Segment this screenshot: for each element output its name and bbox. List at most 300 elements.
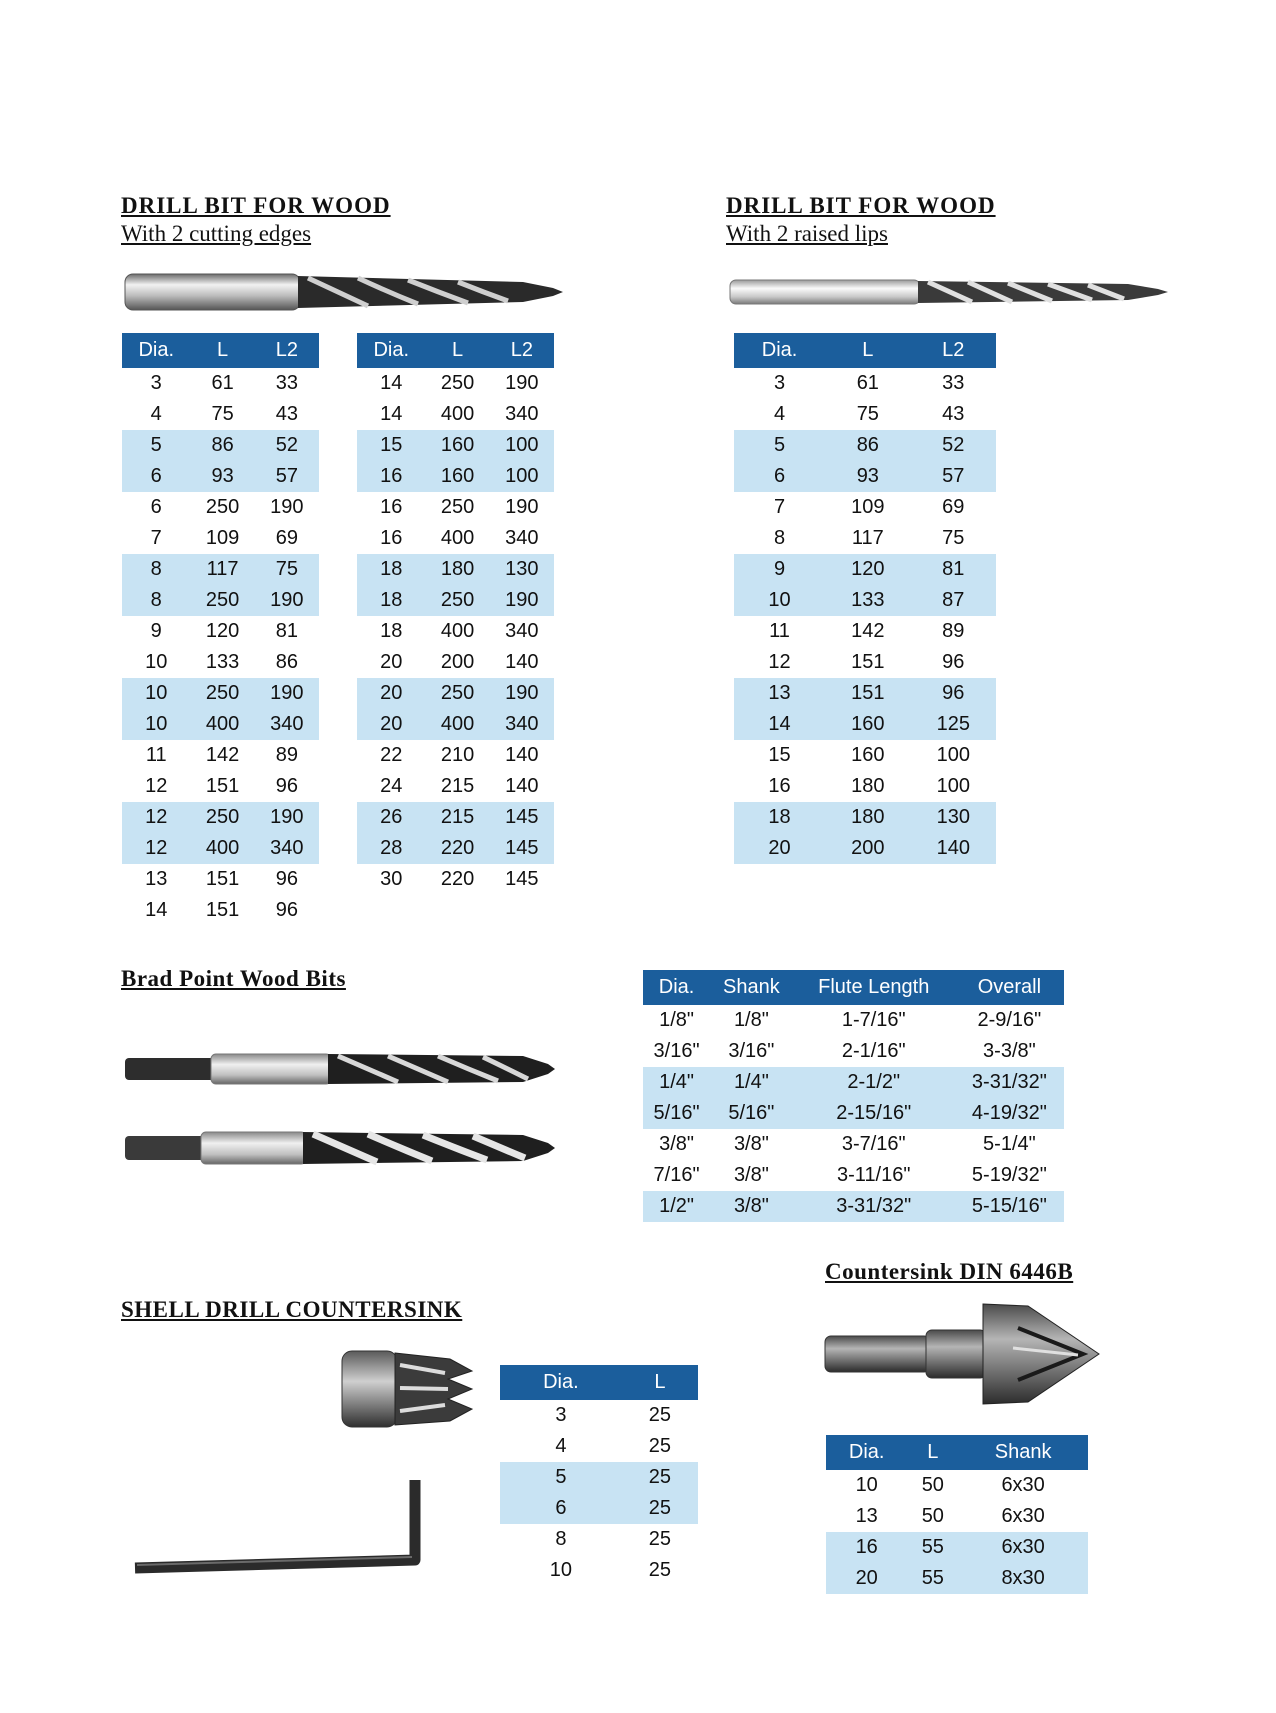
cell: 215 <box>425 802 489 833</box>
table-row <box>122 709 319 740</box>
cell: 250 <box>425 585 489 616</box>
cell: 250 <box>440 372 475 394</box>
cell: 100 <box>490 430 554 461</box>
cell: 220 <box>425 833 489 864</box>
cell: 75 <box>255 554 319 585</box>
column-header-shank: Shank <box>710 970 793 1005</box>
cell: 5-19/32" <box>971 1164 1047 1186</box>
cell: 160 <box>425 430 489 461</box>
cell: 151 <box>851 651 885 673</box>
cell: 5-15/16" <box>955 1191 1064 1222</box>
cell: 3/8" <box>733 1164 769 1186</box>
cell: 10 <box>549 1559 573 1581</box>
cell: 20 <box>380 651 403 673</box>
column-header-l2: L2 <box>490 333 554 368</box>
table-row <box>734 740 996 771</box>
cell: 250 <box>205 496 240 518</box>
cell: 96 <box>911 678 996 709</box>
cell: 145 <box>490 833 554 864</box>
cell: 4 <box>773 403 786 425</box>
table-row <box>643 1067 1064 1098</box>
countersink-din-title: Countersink DIN 6446B <box>825 1259 1074 1284</box>
table-row <box>122 554 319 585</box>
cell: 109 <box>851 496 885 518</box>
column-header-dia: Dia. <box>826 1435 907 1470</box>
cell: 5-1/4" <box>983 1133 1036 1155</box>
column-header-l: L <box>622 1365 698 1400</box>
cell: 57 <box>911 461 996 492</box>
table-row <box>826 1501 1088 1532</box>
cell: 10 <box>145 651 168 673</box>
cell: 96 <box>275 775 298 797</box>
cell: 2-1/2" <box>793 1067 955 1098</box>
cell: 10 <box>122 678 190 709</box>
shell-countersink-image <box>340 1343 475 1433</box>
cell: 190 <box>255 678 319 709</box>
cell: 16 <box>380 496 403 518</box>
cell: 3/8" <box>659 1133 694 1155</box>
column-header-l2: L2 <box>911 333 996 368</box>
brad-point-title: Brad Point Wood Bits <box>121 966 346 991</box>
cell: 151 <box>205 775 240 797</box>
cell: 3 <box>150 372 162 394</box>
cell: 120 <box>825 554 910 585</box>
cell: 86 <box>190 430 254 461</box>
table-row <box>643 1036 1064 1067</box>
column-header-l: L <box>190 333 254 368</box>
cell: 20 <box>357 678 425 709</box>
cell: 52 <box>911 430 996 461</box>
cell: 6x30 <box>1001 1474 1045 1496</box>
table-row <box>734 833 996 864</box>
cell: 18 <box>380 620 403 642</box>
cell: 8 <box>555 1528 567 1550</box>
cell: 25 <box>648 1528 672 1550</box>
cell: 52 <box>255 430 319 461</box>
cell: 190 <box>505 372 539 394</box>
cell: 14 <box>734 709 825 740</box>
table-row <box>357 771 554 802</box>
cell: 117 <box>190 554 254 585</box>
cell: 130 <box>490 554 554 585</box>
cell: 93 <box>190 461 254 492</box>
cell: 16 <box>768 775 791 797</box>
table-row <box>734 616 996 647</box>
cell: 160 <box>425 461 489 492</box>
column-header-dia: Dia. <box>357 333 425 368</box>
cell: 13 <box>734 678 825 709</box>
cell: 120 <box>205 620 240 642</box>
cell: 190 <box>255 585 319 616</box>
column-header-flute-length: Flute Length <box>793 970 955 1005</box>
table-row <box>122 585 319 616</box>
cell: 130 <box>911 802 996 833</box>
countersink-din-table <box>826 1435 1088 1594</box>
cell: 3 <box>773 372 786 394</box>
cell: 3-7/16" <box>841 1133 906 1155</box>
cell: 3-3/8" <box>983 1040 1036 1062</box>
shell-countersink-table <box>500 1365 698 1586</box>
cell: 13 <box>145 868 168 890</box>
cell: 400 <box>190 833 254 864</box>
table-row <box>734 585 996 616</box>
cell: 190 <box>270 496 304 518</box>
raised-lips-drill-bit-image <box>728 272 1168 310</box>
table-row <box>357 554 554 585</box>
cell: 20 <box>826 1563 907 1594</box>
cell: 2-9/16" <box>977 1009 1042 1031</box>
table-row <box>734 492 996 523</box>
cell: 33 <box>275 372 298 394</box>
cell: 86 <box>275 651 298 673</box>
cell: 14 <box>145 899 168 921</box>
cell: 6x30 <box>1001 1505 1045 1527</box>
table-row <box>122 678 319 709</box>
table-row <box>500 1493 698 1524</box>
table-row <box>500 1431 698 1462</box>
table-row <box>826 1532 1088 1563</box>
wood-edges-table-b <box>357 333 554 895</box>
cell: 145 <box>505 868 539 890</box>
cell: 5/16" <box>710 1098 793 1129</box>
table-row <box>357 523 554 554</box>
cell: 5 <box>122 430 190 461</box>
table-row <box>826 1563 1088 1594</box>
cell: 250 <box>190 585 254 616</box>
cell: 125 <box>911 709 996 740</box>
table-row <box>500 1524 698 1555</box>
cell: 340 <box>505 527 539 549</box>
cell: 25 <box>648 1559 672 1581</box>
cell: 13 <box>855 1505 878 1527</box>
cell: 151 <box>205 868 240 890</box>
table-row <box>122 864 319 895</box>
cell: 140 <box>911 833 996 864</box>
cell: 3-11/16" <box>837 1164 911 1186</box>
wood-edges-title: DRILL BIT FOR WOOD <box>121 193 391 218</box>
cell: 6 <box>122 461 190 492</box>
cell: 145 <box>490 802 554 833</box>
brad-point-table <box>643 970 1064 1222</box>
cell: 142 <box>205 744 240 766</box>
table-row <box>122 430 319 461</box>
cell: 10 <box>734 585 825 616</box>
cell: 12 <box>122 833 190 864</box>
table-row <box>643 1098 1064 1129</box>
cell: 28 <box>357 833 425 864</box>
table-row <box>500 1400 698 1431</box>
table-row <box>734 430 996 461</box>
table-row <box>357 461 554 492</box>
cell: 3/8" <box>710 1191 793 1222</box>
table-row <box>734 399 996 430</box>
table-row <box>122 399 319 430</box>
cell: 8 <box>773 527 786 549</box>
cell: 6 <box>734 461 825 492</box>
table-row <box>357 864 554 895</box>
wood-lips-title: DRILL BIT FOR WOOD <box>726 193 996 218</box>
table-row <box>734 709 996 740</box>
table-row <box>122 523 319 554</box>
table-row <box>734 647 996 678</box>
table-row <box>734 554 996 585</box>
cell: 190 <box>505 496 539 518</box>
table-row <box>122 740 319 771</box>
table-row <box>122 895 319 926</box>
cell: 43 <box>942 403 965 425</box>
cell: 4 <box>555 1435 567 1457</box>
cell: 15 <box>768 744 791 766</box>
cell: 11 <box>145 744 167 766</box>
cell: 89 <box>942 620 965 642</box>
cell: 340 <box>505 620 539 642</box>
cell: 16 <box>380 527 403 549</box>
cell: 220 <box>440 868 475 890</box>
cell: 18 <box>357 585 425 616</box>
cell: 69 <box>942 496 965 518</box>
wood-edges-table-a <box>122 333 319 926</box>
wood-edges-subtitle: With 2 cutting edges <box>121 221 312 246</box>
cell: 16 <box>357 461 425 492</box>
table-row <box>357 492 554 523</box>
cell: 30 <box>380 868 403 890</box>
table-row <box>357 678 554 709</box>
cell: 2-15/16" <box>793 1098 955 1129</box>
cell: 26 <box>357 802 425 833</box>
cell: 96 <box>275 899 298 921</box>
cell: 20 <box>734 833 825 864</box>
cell: 12 <box>768 651 791 673</box>
cell: 400 <box>425 709 489 740</box>
cell: 55 <box>907 1563 958 1594</box>
cell: 7 <box>773 496 786 518</box>
cell: 190 <box>255 802 319 833</box>
cell: 4-19/32" <box>955 1098 1064 1129</box>
column-header-l: L <box>825 333 910 368</box>
cell: 400 <box>440 620 475 642</box>
cell: 400 <box>440 403 475 425</box>
cell: 2-1/16" <box>841 1040 906 1062</box>
cell: 7 <box>150 527 162 549</box>
cell: 340 <box>255 709 319 740</box>
cell: 96 <box>275 868 298 890</box>
cell: 18 <box>734 802 825 833</box>
cell: 87 <box>911 585 996 616</box>
cell: 12 <box>145 775 168 797</box>
cell: 250 <box>425 678 489 709</box>
table-row <box>734 678 996 709</box>
cell: 180 <box>425 554 489 585</box>
cell: 75 <box>942 527 965 549</box>
table-row <box>826 1470 1088 1501</box>
cell: 22 <box>380 744 403 766</box>
cell: 6x30 <box>958 1532 1088 1563</box>
cell: 180 <box>825 802 910 833</box>
cell: 200 <box>440 651 475 673</box>
cell: 160 <box>851 744 885 766</box>
column-header-dia: Dia. <box>734 333 825 368</box>
cell: 86 <box>825 430 910 461</box>
cell: 61 <box>211 372 234 394</box>
cell: 1/2" <box>643 1191 710 1222</box>
cell: 50 <box>921 1474 944 1496</box>
cell: 1-7/16" <box>841 1009 906 1031</box>
cell: 55 <box>907 1532 958 1563</box>
cell: 25 <box>622 1493 698 1524</box>
column-header-dia: Dia. <box>122 333 190 368</box>
cell: 340 <box>490 709 554 740</box>
cell: 400 <box>440 527 475 549</box>
column-header-l2: L2 <box>255 333 319 368</box>
table-row <box>643 1129 1064 1160</box>
table-row <box>122 461 319 492</box>
table-row <box>734 461 996 492</box>
table-row <box>643 1005 1064 1036</box>
cell: 57 <box>255 461 319 492</box>
wood-drill-bit-image <box>123 268 563 316</box>
table-row <box>122 647 319 678</box>
cell: 151 <box>825 678 910 709</box>
cell: 340 <box>505 403 539 425</box>
cell: 89 <box>275 744 298 766</box>
cell: 4 <box>150 403 162 425</box>
table-row <box>734 771 996 802</box>
cell: 180 <box>851 775 885 797</box>
cell: 3 <box>555 1404 567 1426</box>
table-row <box>357 802 554 833</box>
cell: 9 <box>734 554 825 585</box>
cell: 14 <box>380 403 403 425</box>
cell: 33 <box>942 372 965 394</box>
cell: 11 <box>769 620 790 642</box>
cell: 50 <box>921 1505 944 1527</box>
wood-lips-table <box>734 333 996 864</box>
column-header-dia: Dia. <box>643 970 710 1005</box>
cell: 9 <box>150 620 162 642</box>
column-header-l: L <box>907 1435 958 1470</box>
cell: 8 <box>122 585 190 616</box>
cell: 20 <box>357 709 425 740</box>
cell: 25 <box>622 1462 698 1493</box>
cell: 100 <box>936 744 970 766</box>
cell: 133 <box>205 651 240 673</box>
cell: 250 <box>440 496 475 518</box>
cell: 340 <box>255 833 319 864</box>
cell: 25 <box>648 1404 672 1426</box>
cell: 14 <box>380 372 403 394</box>
cell: 10 <box>855 1474 878 1496</box>
table-row <box>357 585 554 616</box>
cell: 200 <box>825 833 910 864</box>
cell: 43 <box>275 403 298 425</box>
table-row <box>357 740 554 771</box>
cell: 3/16" <box>653 1040 700 1062</box>
cell: 16 <box>826 1532 907 1563</box>
cell: 140 <box>505 744 539 766</box>
countersink-din-image <box>823 1298 1101 1410</box>
cell: 61 <box>856 372 879 394</box>
cell: 3/8" <box>733 1133 769 1155</box>
table-row <box>357 833 554 864</box>
cell: 75 <box>211 403 234 425</box>
cell: 109 <box>205 527 240 549</box>
table-row <box>734 523 996 554</box>
cell: 8 <box>122 554 190 585</box>
column-header-overall: Overall <box>955 970 1064 1005</box>
cell: 140 <box>505 775 539 797</box>
table-row <box>357 399 554 430</box>
cell: 75 <box>856 403 879 425</box>
column-header-l: L <box>425 333 489 368</box>
table-row <box>734 368 996 399</box>
table-row <box>357 368 554 399</box>
cell: 5/16" <box>643 1098 710 1129</box>
cell: 210 <box>440 744 475 766</box>
table-row <box>122 802 319 833</box>
wood-lips-subtitle: With 2 raised lips <box>726 221 888 246</box>
cell: 69 <box>275 527 298 549</box>
cell: 5 <box>500 1462 622 1493</box>
table-row <box>357 647 554 678</box>
hex-key-image <box>133 1475 433 1580</box>
table-row <box>643 1191 1064 1222</box>
cell: 3-31/32" <box>955 1067 1064 1098</box>
cell: 117 <box>851 527 884 549</box>
cell: 142 <box>851 620 885 642</box>
cell: 100 <box>936 775 970 797</box>
cell: 81 <box>275 620 298 642</box>
cell: 18 <box>357 554 425 585</box>
table-row <box>500 1555 698 1586</box>
cell: 93 <box>825 461 910 492</box>
cell: 215 <box>440 775 475 797</box>
cell: 190 <box>490 678 554 709</box>
table-row <box>122 368 319 399</box>
table-row <box>357 430 554 461</box>
shell-countersink-title: SHELL DRILL COUNTERSINK <box>121 1297 463 1322</box>
cell: 96 <box>942 651 965 673</box>
cell: 6 <box>500 1493 622 1524</box>
brad-point-bits-image <box>123 1040 559 1190</box>
table-row <box>500 1462 698 1493</box>
cell: 190 <box>490 585 554 616</box>
table-row <box>734 802 996 833</box>
cell: 400 <box>190 709 254 740</box>
cell: 25 <box>648 1435 672 1457</box>
cell: 133 <box>825 585 910 616</box>
column-header-dia: Dia. <box>500 1365 622 1400</box>
table-row <box>357 616 554 647</box>
cell: 15 <box>357 430 425 461</box>
cell: 250 <box>190 802 254 833</box>
cell: 1/8" <box>733 1009 769 1031</box>
cell: 1/4" <box>710 1067 793 1098</box>
column-header-shank: Shank <box>958 1435 1088 1470</box>
cell: 7/16" <box>653 1164 700 1186</box>
cell: 10 <box>122 709 190 740</box>
cell: 3-31/32" <box>793 1191 955 1222</box>
table-row <box>122 771 319 802</box>
cell: 5 <box>734 430 825 461</box>
cell: 81 <box>911 554 996 585</box>
cell: 160 <box>825 709 910 740</box>
cell: 12 <box>122 802 190 833</box>
table-row <box>643 1160 1064 1191</box>
cell: 1/4" <box>643 1067 710 1098</box>
table-row <box>122 833 319 864</box>
cell: 100 <box>490 461 554 492</box>
cell: 140 <box>505 651 539 673</box>
